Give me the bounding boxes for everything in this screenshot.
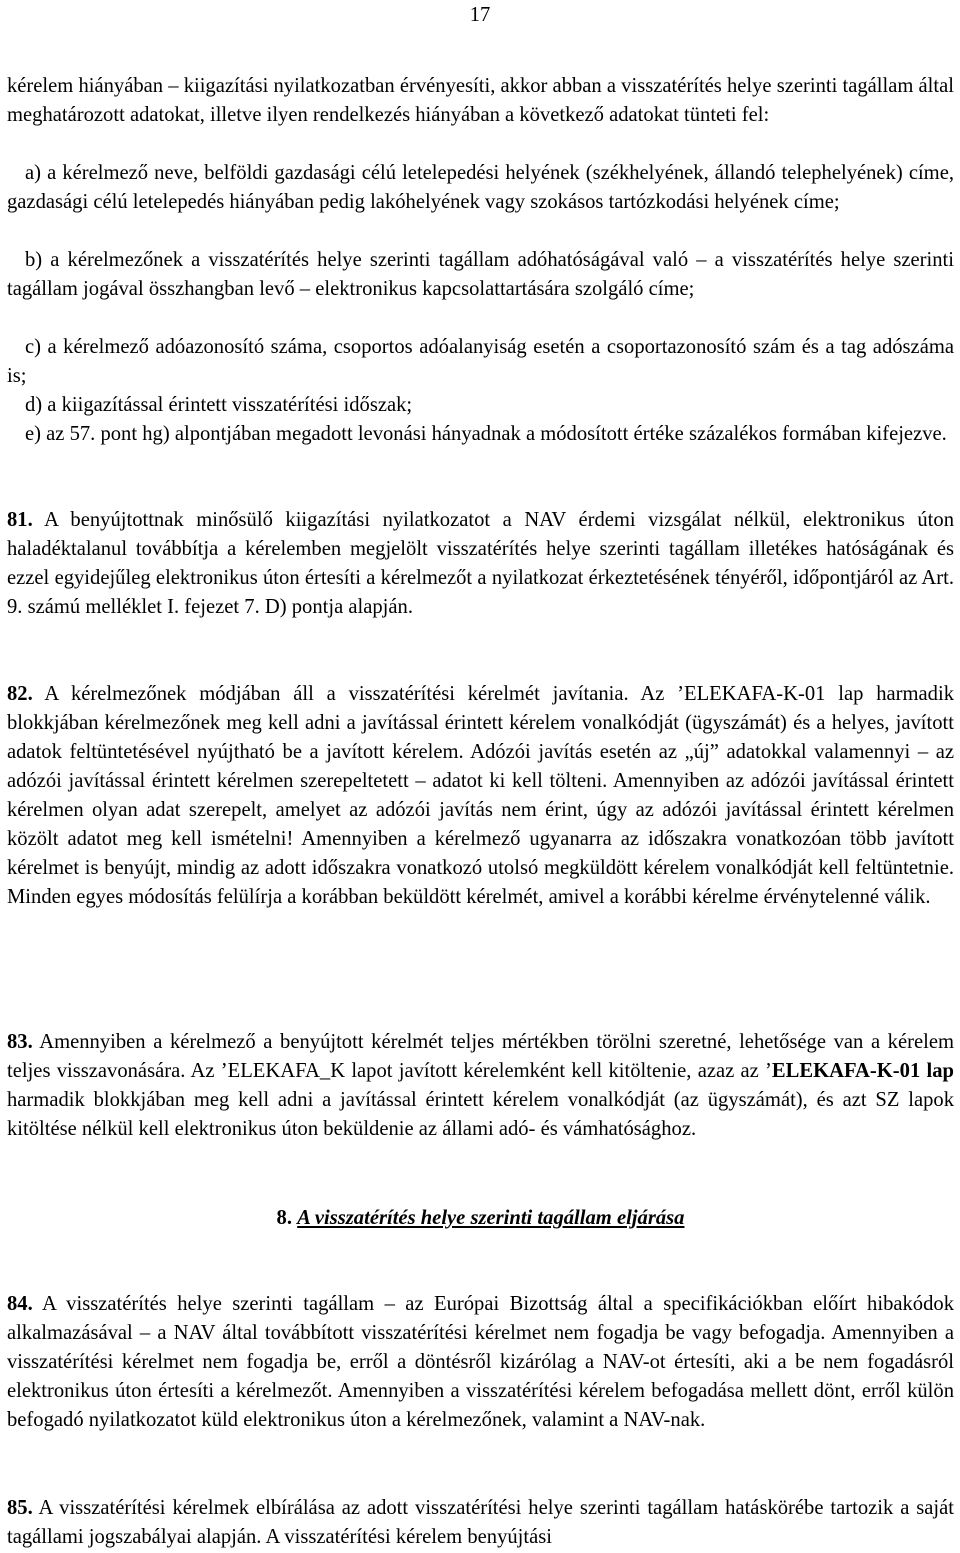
paragraph-number: 83.	[7, 1031, 33, 1053]
paragraph-84	[7, 1290, 954, 1435]
list-item-b: b) a kérelmezőnek a visszatérítés helye szerinti tagállam adóhatóságával való – a visszatérítés helye szerinti tagállam jogával összhangban levő – elektronikus kapcsolattartására szolgáló címe;	[7, 249, 954, 301]
form-reference: ELEKAFA-K-01 lap	[771, 1060, 954, 1083]
list-item-c: c) a kérelmező adóazonosító száma, csoportos adóalanyiság esetén a csoportazonosító szám és a tag adószáma is;	[7, 336, 954, 388]
section-heading	[7, 1204, 954, 1233]
paragraph-text: A visszatérítési kérelmek elbírálása az adott visszatérítési helye szerinti tagállam hatáskörébe tartozik a saját tagállami jogszabályai alapján. A visszatérítési kérelem benyújtási	[7, 1497, 954, 1549]
paragraph-number: 84.	[7, 1293, 33, 1315]
paragraph-82	[7, 680, 954, 912]
paragraph-83	[7, 1028, 954, 1144]
paragraph-text: harmadik blokkjában meg kell adni a javítással érintett kérelem vonalkódját (az ügyszámát), és azt SZ lapok kitöltése nélkül kell elektronikus úton beküldenie az állami adó- és vámhatósághoz.	[7, 1089, 954, 1141]
paragraph-text: Amennyiben a kérelmező a benyújtott kérelmét teljes mértékben törölni szeretné, lehetősége van a kérelem teljes visszavonására. Az ’ELEKAFA_K lapot javított kérelemként kell kitöltenie, azaz az ’	[7, 1031, 954, 1083]
list-item-d: d) a kiigazítással érintett visszatérítési időszak;	[25, 394, 413, 416]
paragraph-text: A kérelmezőnek módjában áll a visszatérítési kérelmét javítania. Az ’ELEKAFA-K-01 lap harmadik blokkjában kérelmezőnek meg kell adni a javítással érintett kérelem vonalkódját (ügyszámát) és a helyes, javított adatok feltüntetésével nyújtható be a javított kérelem. Adózói javítás esetén az „új” adatokkal valamennyi – az adózói javítással érintett kérelmen szerepeltetett – adatot ki kell tölteni. Amennyiben az adózói javítással érintett kérelmen olyan adat szerepelt, amelyet az adózói javítás nem érint, úgy az adózói javítással érintett kérelmen közölt adatot meg kell ismételni! Amennyiben a kérelmező ugyanarra az időszakra vonatkozóan több javított kérelmet is benyújt, mindig az adott időszakra vonatkozó utolsó megküldött kérelem vonalkódját kell feltüntetnie. Minden egyes módosítás felülírja a korábban beküldött kérelmét, amivel a korábbi kérelme érvénytelenné válik.	[7, 683, 954, 909]
paragraph-number: 82.	[7, 683, 33, 705]
paragraph-81	[7, 506, 954, 622]
paragraph-text: A benyújtottnak minősülő kiigazítási nyilatkozatot a NAV érdemi vizsgálat nélkül, elektronikus úton haladéktalanul továbbítja a kérelemben megjelölt visszatérítés helye szerinti tagállam illetékes hatóságának és ezzel egyidejűleg elektronikus úton értesíti a kérelmezőt a nyilatkozat érkeztetésének tényéről, időpontjáról az Art. 9. számú melléklet I. fejezet 7. D) pontja alapján.	[7, 509, 954, 619]
paragraph-number: 81.	[7, 509, 33, 531]
section-number: 8.	[276, 1207, 292, 1229]
intro-paragraph: kérelem hiányában – kiigazítási nyilatkozatban érvényesíti, akkor abban a visszatérítés helye szerinti tagállam által meghatározott adatokat, illetve ilyen rendelkezés hiányában a következő adatokat tünteti fel:	[7, 75, 954, 127]
paragraph-text: A visszatérítés helye szerinti tagállam – az Európai Bizottság által a specifikációkban előírt hibakódok alkalmazásával – a NAV által továbbított visszatérítési kérelmet nem fogadja be vagy befogadja. Amennyiben a visszatérítési kérelmet nem fogadja be, erről a döntésről kizárólag a NAV-ot értesíti, aki a be nem fogadásról elektronikus úton értesíti a kérelmezőt. Amennyiben a visszatérítési kérelem befogadása mellett dönt, erről külön befogadó nyilatkozatot küld elektronikus úton a kérelmezőnek, valamint a NAV-nak.	[7, 1293, 954, 1432]
paragraph-85	[7, 1494, 954, 1552]
page-number: 17	[469, 4, 491, 26]
paragraph-number: 85.	[7, 1497, 33, 1519]
list-item-a: a) a kérelmező neve, belföldi gazdasági célú letelepedési helyének (székhelyének, állandó telephelyének) címe, gazdasági célú letelepedés hiányában pedig lakóhelyének vagy szokásos tartózkodási helyének címe;	[7, 162, 954, 214]
section-title: A visszatérítés helye szerinti tagállam eljárása	[297, 1207, 685, 1229]
list-item-e: e) az 57. pont hg) alpontjában megadott levonási hányadnak a módosított értéke százalékos formában kifejezve.	[25, 423, 947, 445]
